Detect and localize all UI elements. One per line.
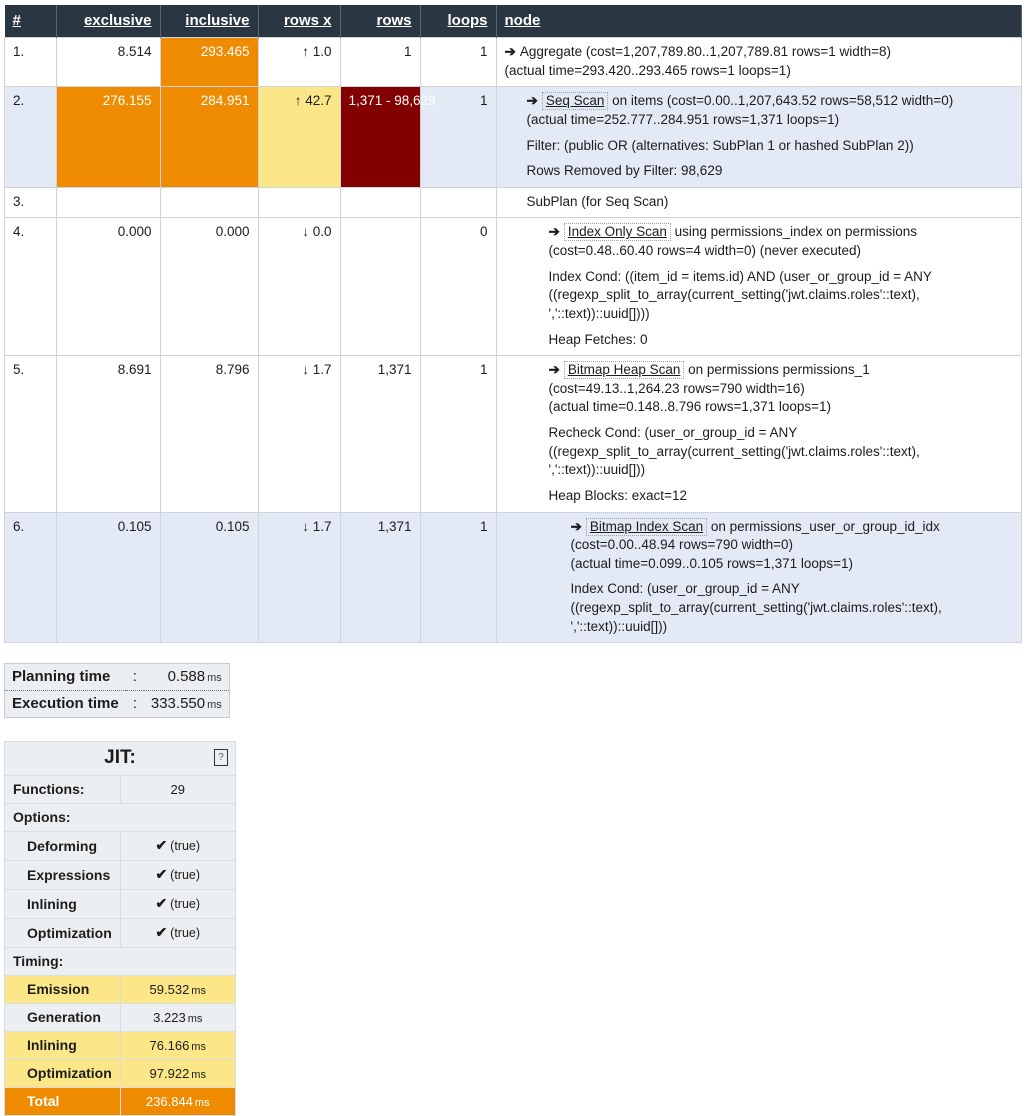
execution-time-value-cell — [144, 691, 229, 718]
col-header-inclusive-label[interactable]: inclusive — [185, 11, 250, 29]
jit-option-row — [5, 919, 236, 948]
jit-option-label: Expressions — [5, 861, 121, 890]
inclusive-cell: 0.105 — [160, 512, 258, 643]
node-title-line — [571, 518, 1014, 537]
arrow-icon: ➔ — [548, 362, 560, 378]
loops-cell: 1 — [420, 356, 496, 512]
inclusive-cell: 284.951 — [160, 87, 258, 188]
jit-title-label: JIT: — [104, 747, 136, 769]
jit-timing-row-value — [120, 1004, 236, 1032]
planning-time-unit: ms — [207, 672, 222, 685]
rows-x-cell — [258, 187, 340, 218]
node-title-line — [505, 43, 1014, 62]
jit-timing-number: 59.532 — [149, 981, 190, 997]
col-header-num[interactable] — [5, 5, 57, 38]
planning-time-colon: : — [132, 668, 137, 686]
jit-timing-number: 3.223 — [153, 1009, 186, 1025]
jit-timing-row — [5, 1060, 236, 1088]
node-detail-line: (actual time=252.777..284.951 rows=1,371 loops=1) — [526, 111, 840, 127]
jit-timing-unit: ms — [187, 1012, 203, 1025]
loops-cell: 1 — [420, 38, 496, 87]
col-header-rows-label[interactable]: rows — [376, 11, 412, 29]
col-header-node[interactable] — [496, 5, 1022, 38]
table-row — [5, 38, 1022, 87]
col-header-rowsx-label[interactable]: rows x — [283, 11, 332, 29]
execution-time-label: Execution time — [5, 691, 126, 718]
jit-timing-row-label: Generation — [5, 1004, 121, 1032]
node-cell — [496, 87, 1022, 188]
jit-option-row — [5, 832, 236, 861]
jit-panel-container — [4, 741, 1026, 1116]
node-title-detail: SubPlan (for Seq Scan) — [526, 193, 669, 209]
node-detail-line: (actual time=293.420..293.465 rows=1 loops=1) — [504, 62, 791, 78]
jit-timing-row — [5, 976, 236, 1004]
jit-timing-number: 236.844 — [145, 1093, 193, 1109]
execution-time-row — [5, 691, 230, 718]
rows-x-cell: ↓ 0.0 — [258, 218, 340, 356]
col-header-rowsx[interactable] — [258, 5, 340, 38]
jit-timing-row-label: Total — [5, 1088, 121, 1116]
exclusive-cell — [56, 187, 160, 218]
arrow-icon: ➔ — [548, 224, 560, 240]
jit-title-cell — [5, 742, 236, 776]
table-row — [5, 87, 1022, 188]
node-extra-line: Rows Removed by Filter: 98,629 — [526, 163, 723, 179]
timing-summary-container — [4, 663, 1026, 718]
node-indent-box — [505, 518, 1014, 637]
arrow-icon: ➔ — [526, 93, 538, 109]
node-extra-line: Index Cond: ((item_id = items.id) AND (user_or_group_id = ANY ((regexp_split_to_array(current_setting('jwt.claims.roles'::text), ','::text))::uuid[]))) — [548, 268, 932, 321]
loops-cell — [420, 187, 496, 218]
jit-option-value — [120, 919, 236, 948]
rows-x-cell: ↓ 1.7 — [258, 512, 340, 643]
rows-cell: 1,371 - 98,629 — [340, 87, 420, 188]
jit-timing-row — [5, 1088, 236, 1116]
node-cell — [496, 38, 1022, 87]
exclusive-cell: 276.155 — [56, 87, 160, 188]
rows-x-cell: ↓ 1.7 — [258, 356, 340, 512]
inclusive-cell — [160, 187, 258, 218]
jit-timing-row — [5, 1032, 236, 1060]
jit-timing-unit: ms — [191, 1068, 206, 1081]
execution-time-value: 333.550 — [150, 695, 206, 713]
node-title-detail: on permissions permissions_1 — [684, 362, 870, 378]
node-title-detail: (cost=1,207,789.80..1,207,789.81 rows=1 width=8) — [582, 44, 891, 59]
jit-timing-unit: ms — [191, 1040, 206, 1053]
node-cell — [496, 356, 1022, 512]
node-extra-line: Filter: (public OR (alternatives: SubPlan 1 or hashed SubPlan 2)) — [526, 137, 914, 153]
planning-time-value-cell — [144, 664, 229, 691]
exclusive-cell: 0.105 — [56, 512, 160, 643]
jit-functions-label: Functions: — [5, 776, 121, 804]
table-row — [5, 356, 1022, 512]
jit-title-row — [5, 742, 236, 776]
jit-option-value — [120, 861, 236, 890]
inclusive-cell: 293.465 — [160, 38, 258, 87]
loops-cell: 1 — [420, 87, 496, 188]
node-title-line — [549, 223, 1014, 242]
help-icon[interactable]: ? — [214, 749, 228, 766]
planning-time-row — [5, 664, 230, 691]
node-title-detail: on permissions_user_or_group_id_idx — [707, 518, 940, 534]
planning-time-value: 0.588 — [167, 668, 206, 686]
node-type-link[interactable]: Seq Scan — [542, 92, 609, 110]
jit-options-header-row — [5, 804, 236, 832]
node-title-detail: on items (cost=0.00..1,207,643.52 rows=58,512 width=0) — [608, 93, 954, 109]
node-detail-line: (cost=0.48..60.40 rows=4 width=0) (never executed) — [548, 243, 862, 258]
node-indent-box — [505, 43, 1014, 80]
jit-timing-row-value — [120, 1060, 236, 1088]
col-header-loops[interactable] — [420, 5, 496, 38]
jit-option-row — [5, 890, 236, 919]
jit-option-value — [120, 890, 236, 919]
jit-timing-row-label: Emission — [5, 976, 121, 1004]
node-extra-line: Heap Blocks: exact=12 — [548, 487, 687, 503]
jit-table-body — [5, 742, 236, 1116]
node-extra-line: Heap Fetches: 0 — [548, 331, 648, 347]
table-row — [5, 512, 1022, 643]
rows-cell — [340, 187, 420, 218]
row-number-cell: 6. — [5, 512, 57, 643]
node-title-line — [549, 361, 1014, 380]
node-title-line — [527, 193, 1014, 212]
row-number-cell: 1. — [5, 38, 57, 87]
arrow-icon: ➔ — [570, 518, 582, 534]
node-extra-line: Recheck Cond: (user_or_group_id = ANY ((regexp_split_to_array(current_setting('jwt.claims.roles'::text), ','::text))::uuid[])) — [548, 425, 920, 478]
table-row — [5, 187, 1022, 218]
jit-timing-row-label: Inlining — [5, 1032, 121, 1060]
row-number-cell: 5. — [5, 356, 57, 512]
arrow-icon: ➔ — [504, 44, 516, 59]
jit-timing-unit: ms — [194, 1096, 210, 1109]
jit-timing-row-value — [120, 976, 236, 1004]
jit-timing-row-label: Optimization — [5, 1060, 121, 1088]
node-detail-line: (cost=0.00..48.94 rows=790 width=0) — [570, 537, 794, 553]
jit-timing-row-value — [120, 1088, 236, 1116]
jit-option-bool: (true) — [170, 926, 201, 941]
check-icon: ✔ — [155, 837, 168, 854]
loops-cell: 1 — [420, 512, 496, 643]
check-icon: ✔ — [155, 895, 168, 912]
jit-timing-header-row — [5, 948, 236, 976]
inclusive-cell: 0.000 — [160, 218, 258, 356]
rows-x-cell: ↑ 42.7 — [258, 87, 340, 188]
jit-timing-row-value — [120, 1032, 236, 1060]
node-detail-line: (cost=49.13..1,264.23 rows=790 width=16) — [548, 380, 805, 396]
table-row — [5, 218, 1022, 356]
rows-cell — [340, 218, 420, 356]
jit-timing-label: Timing: — [5, 948, 236, 976]
col-header-loops-label[interactable]: loops — [447, 11, 488, 29]
jit-option-bool: (true) — [170, 868, 201, 883]
row-number-cell: 4. — [5, 218, 57, 356]
inclusive-cell: 8.796 — [160, 356, 258, 512]
col-header-rows[interactable] — [340, 5, 420, 38]
jit-timing-number: 97.922 — [149, 1065, 190, 1081]
node-cell — [496, 218, 1022, 356]
col-header-inclusive[interactable] — [160, 5, 258, 38]
jit-timing-unit: ms — [191, 984, 206, 997]
jit-option-bool: (true) — [170, 839, 201, 854]
plan-table-header — [5, 5, 1022, 38]
execution-time-colon: : — [126, 691, 144, 718]
rows-cell: 1,371 — [340, 512, 420, 643]
node-type-link[interactable]: Bitmap Index Scan — [586, 518, 707, 536]
node-cell — [496, 187, 1022, 218]
planning-time-label: Planning time — [12, 668, 111, 686]
plan-table — [4, 5, 1022, 643]
col-header-exclusive[interactable] — [56, 5, 160, 38]
node-type-link[interactable]: Index Only Scan — [564, 223, 671, 241]
col-header-exclusive-label[interactable]: exclusive — [83, 11, 152, 29]
jit-option-label: Inlining — [5, 890, 121, 919]
jit-option-value — [120, 832, 236, 861]
row-number-cell: 2. — [5, 87, 57, 188]
exclusive-cell: 8.691 — [56, 356, 160, 512]
col-header-node-label[interactable]: node — [504, 11, 541, 29]
node-extra-line: Index Cond: (user_or_group_id = ANY ((regexp_split_to_array(current_setting('jwt.claims.roles'::text), ','::text))::uuid[])) — [570, 581, 942, 634]
rows-cell: 1 — [340, 38, 420, 87]
jit-option-label: Optimization — [5, 919, 121, 948]
rows-x-cell: ↑ 1.0 — [258, 38, 340, 87]
plan-table-body — [5, 38, 1022, 643]
node-title-detail: using permissions_index on permissions — [670, 224, 917, 240]
jit-timing-number: 76.166 — [149, 1037, 190, 1053]
plan-header-row — [5, 5, 1022, 38]
node-title-line — [527, 92, 1014, 111]
check-icon: ✔ — [155, 866, 168, 883]
jit-option-label: Deforming — [5, 832, 121, 861]
jit-timing-row — [5, 1004, 236, 1032]
rows-cell: 1,371 — [340, 356, 420, 512]
check-icon: ✔ — [155, 924, 168, 941]
jit-functions-value: 29 — [120, 776, 236, 804]
row-number-cell: 3. — [5, 187, 57, 218]
jit-options-label: Options: — [5, 804, 236, 832]
exclusive-cell: 0.000 — [56, 218, 160, 356]
timing-summary-table — [4, 663, 230, 718]
node-type-link: Aggregate — [519, 44, 583, 59]
jit-option-bool: (true) — [170, 897, 201, 912]
loops-cell: 0 — [420, 218, 496, 356]
node-indent-box — [505, 92, 1014, 181]
exclusive-cell: 8.514 — [56, 38, 160, 87]
node-indent-box — [505, 223, 1014, 349]
jit-table — [4, 741, 236, 1116]
jit-option-row — [5, 861, 236, 890]
node-cell — [496, 512, 1022, 643]
execution-time-unit: ms — [207, 699, 222, 712]
node-detail-line: (actual time=0.099..0.105 rows=1,371 loops=1) — [570, 555, 854, 571]
node-indent-box — [505, 361, 1014, 505]
node-type-link[interactable]: Bitmap Heap Scan — [564, 361, 685, 379]
node-detail-line: (actual time=0.148..8.796 rows=1,371 loops=1) — [548, 399, 832, 415]
jit-functions-row — [5, 776, 236, 804]
node-indent-box — [505, 193, 1014, 212]
col-header-num-label[interactable]: # — [12, 11, 21, 29]
